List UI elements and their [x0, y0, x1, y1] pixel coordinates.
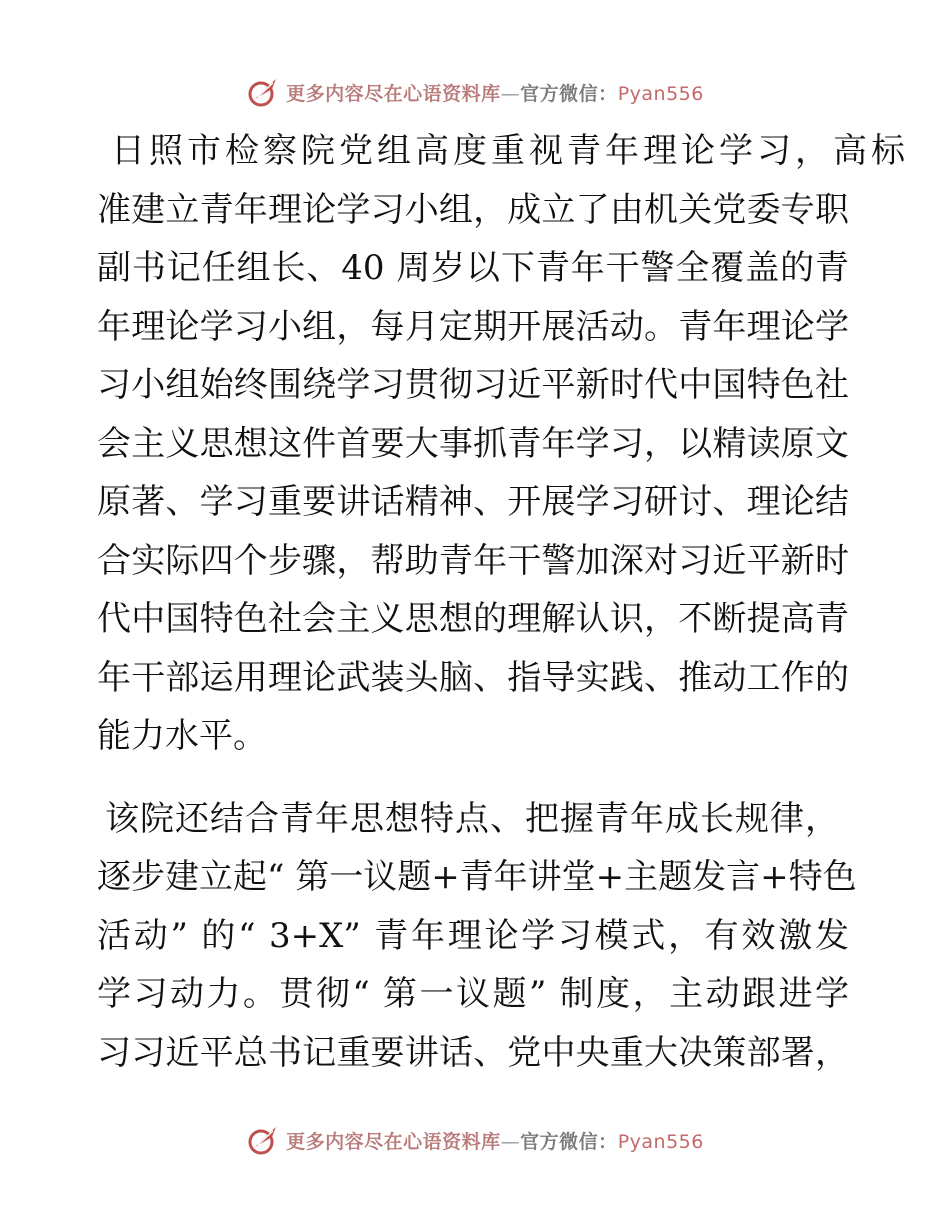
watermark-separator: —: [500, 1130, 521, 1153]
paragraph: [97, 122, 909, 766]
text-line: 代中国特色社会主义思想的理解认识，不断提高青: [97, 599, 849, 639]
watermark-label: 官方微信：: [520, 1130, 618, 1153]
text-line: 习小组始终围绕学习贯彻习近平新时代中国特色社: [97, 365, 849, 405]
text-line: 活动” 的“ 3+X” 青年理论学习模式，有效激发: [97, 915, 849, 956]
text-line: 日照市检察院党组高度重视青年理论学习，高标: [111, 131, 909, 171]
text-line: 该院还结合青年思想特点、把握青年成长规律，: [105, 798, 840, 839]
watermark-promo: 更多内容尽在心语资料库: [286, 82, 501, 105]
watermark-text: [286, 1127, 704, 1154]
watermark-header: [0, 72, 950, 112]
watermark-footer: [0, 1120, 950, 1160]
text-line: 年理论学习小组，每月定期开展活动。青年理论学: [97, 306, 849, 347]
text-line: 副书记任组长、40 周岁以下青年干警全覆盖的青: [97, 248, 849, 288]
text-line: 年干部运用理论武装头脑、指导实践、推动工作的: [97, 657, 849, 698]
paragraph: [97, 790, 857, 1083]
text-line: 能力水平。: [97, 716, 267, 756]
text-line: 会主义思想这件首要大事抓青年学习，以精读原文: [97, 423, 849, 464]
feather-logo-icon: [246, 1123, 280, 1157]
text-line: 逐步建立起“ 第一议题+青年讲堂+主题发言+特色: [97, 857, 857, 897]
text-line: 合实际四个步骤，帮助青年干警加深对习近平新时: [97, 540, 849, 581]
watermark-label: 官方微信：: [520, 82, 618, 105]
text-line: 准建立青年理论学习小组，成立了由机关党委专职: [97, 189, 849, 230]
text-line: 习习近平总书记重要讲话、党中央重大决策部署，: [97, 1032, 849, 1073]
watermark-promo: 更多内容尽在心语资料库: [286, 1130, 501, 1153]
document-body: [97, 122, 909, 1082]
watermark-account: Pyan556: [617, 82, 704, 105]
watermark-account: Pyan556: [617, 1130, 704, 1153]
text-line: 学习动力。贯彻“ 第一议题” 制度，主动跟进学: [97, 974, 849, 1014]
watermark-separator: —: [500, 82, 521, 105]
watermark-text: [286, 79, 704, 106]
text-line: 原著、学习重要讲话精神、开展学习研讨、理论结: [97, 482, 849, 522]
feather-logo-icon: [246, 75, 280, 109]
